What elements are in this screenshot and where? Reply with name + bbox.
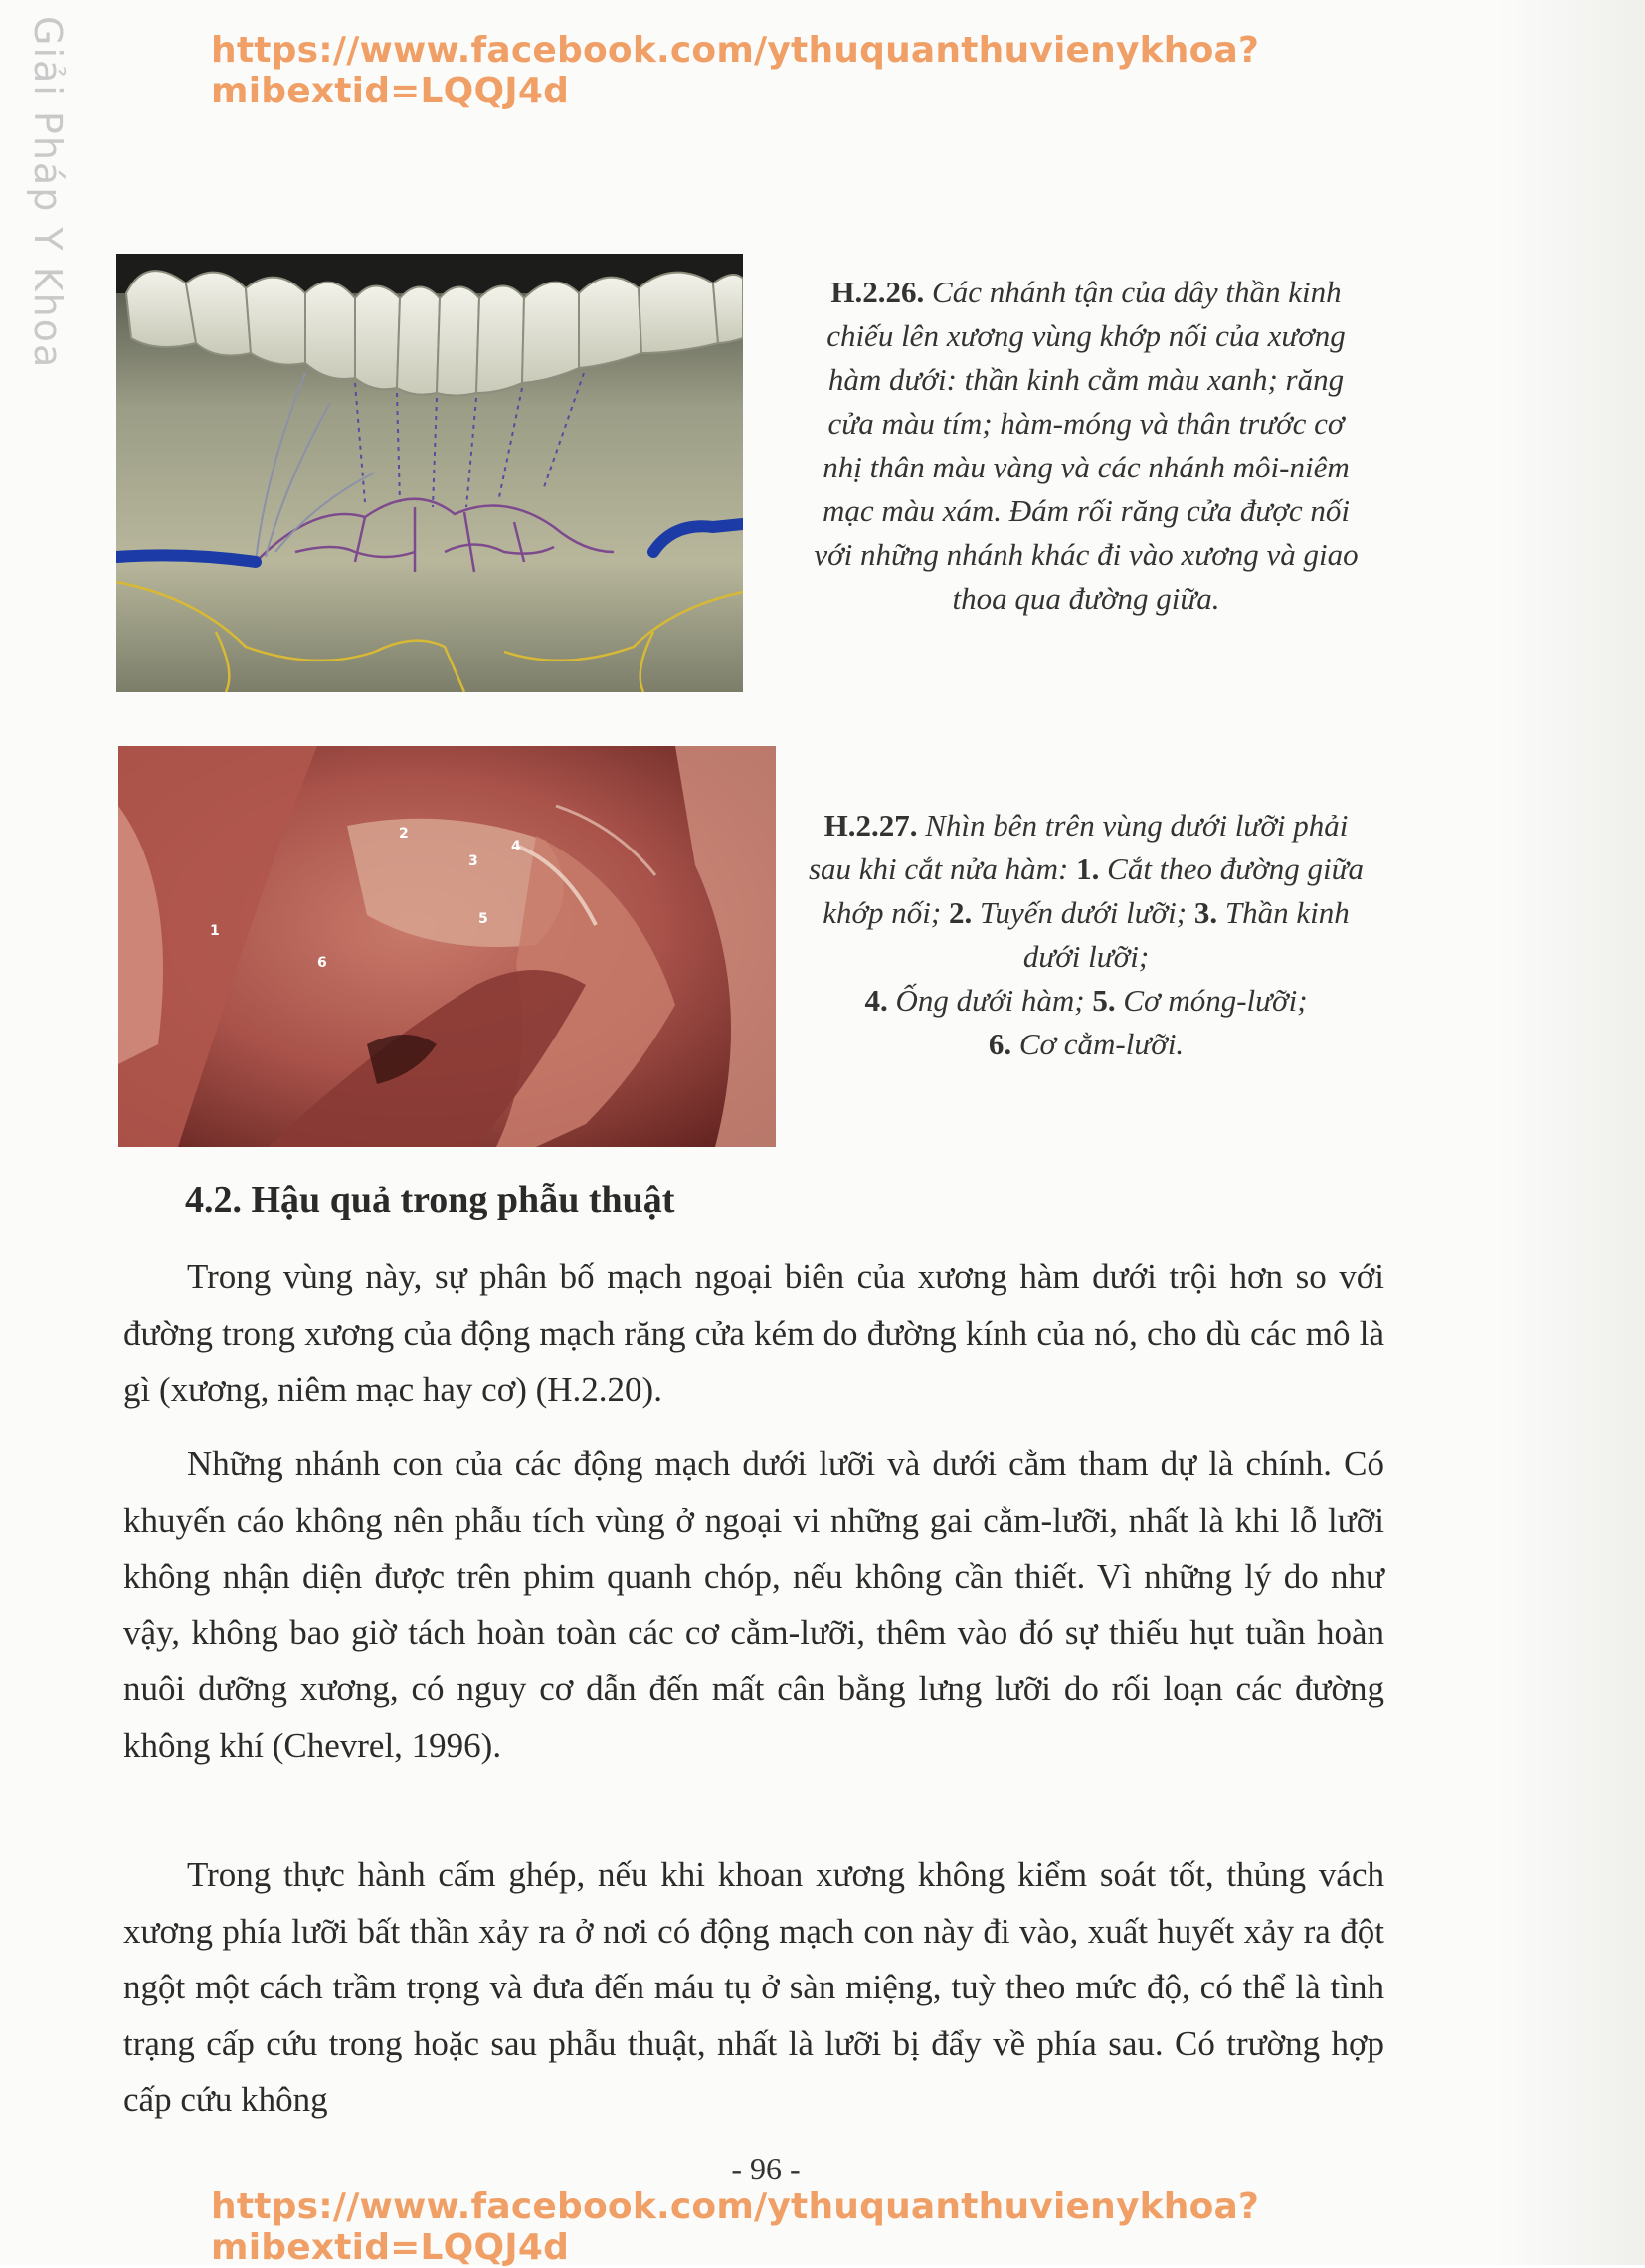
figure-caption-h226 bbox=[808, 271, 1365, 621]
figure-caption-text: Các nhánh tận của dây thần kinh chiếu lên xương vùng khớp nối của xương hàm dưới: thần kinh cằm màu xanh; răng cửa màu tím; hàm-móng và thân trước cơ nhị thân màu vàng và các nhánh môi-niêm mạc màu xám. Đám rối răng cửa được nối với những nhánh khác đi vào xương và giao thoa qua đường giữa. bbox=[814, 275, 1359, 616]
page-number: - 96 - bbox=[731, 2151, 801, 2186]
figure-label: H.2.26. bbox=[830, 275, 925, 309]
watermark-url-bottom: https://www.facebook.com/ythuquanthuvienykhoa?mibextid=LQQJ4d bbox=[211, 2186, 1260, 2268]
side-watermark: Giải Pháp Y Khoa bbox=[26, 16, 70, 370]
dissection-photo bbox=[118, 746, 776, 1147]
body-paragraph-2 bbox=[123, 1436, 1384, 1774]
figure-mandible-nerves bbox=[116, 254, 743, 692]
figure-label: H.2.27. bbox=[823, 808, 918, 843]
page-edge-shadow bbox=[1496, 0, 1645, 2265]
body-paragraph-3 bbox=[123, 1847, 1384, 2129]
caption-item-number: 3. bbox=[1193, 895, 1218, 930]
section-heading: 4.2. Hậu quả trong phẫu thuật bbox=[185, 1179, 675, 1221]
caption-part: Tuyến dưới lưỡi; bbox=[972, 895, 1194, 930]
caption-item-number: 4. bbox=[864, 983, 888, 1018]
caption-item-number: 5. bbox=[1092, 983, 1116, 1018]
caption-part: Cắt theo đường giữa khớp nối; bbox=[822, 851, 1365, 930]
watermark-url-top: https://www.facebook.com/ythuquanthuvienykhoa?mibextid=LQQJ4d bbox=[211, 30, 1260, 111]
mandible-illustration bbox=[116, 254, 743, 692]
caption-part: Cơ móng-lưỡi; bbox=[1115, 983, 1308, 1018]
figure-caption-h227 bbox=[808, 804, 1365, 1066]
caption-part: Thần kinh dưới lưỡi; bbox=[1022, 895, 1350, 974]
paragraph-text: Trong vùng này, sự phân bố mạch ngoại biên của xương hàm dưới trội hơn so với đường trong xương của động mạch răng cửa kém do đường kính của nó, cho dù các mô là gì (xương, niêm mạc hay cơ) (H.2.20). bbox=[123, 1257, 1384, 1409]
photo-marker-4: 4 bbox=[511, 839, 521, 854]
caption-item-number: 1. bbox=[1076, 851, 1100, 886]
photo-marker-2: 2 bbox=[399, 826, 409, 842]
caption-item-number: 2. bbox=[949, 895, 973, 930]
caption-part: Cơ cằm-lưỡi. bbox=[1011, 1027, 1185, 1061]
paragraph-text: Trong thực hành cấm ghép, nếu khi khoan xương không kiểm soát tốt, thủng vách xương phía lưỡi bất thần xảy ra ở nơi có động mạch con này đi vào, xuất huyết xảy ra đột ngột một cách trầm trọng và đưa đến máu tụ ở sàn miệng, tuỳ theo mức độ, có thể là tình trạng cấp cứu trong hoặc sau phẫu thuật, nhất là lưỡi bị đẩy về phía sau. Có trường hợp cấp cứu không bbox=[123, 1855, 1384, 2119]
photo-marker-1: 1 bbox=[210, 923, 220, 939]
caption-part: Ống dưới hàm; bbox=[887, 983, 1093, 1018]
caption-part: Nhìn bên trên vùng dưới lưỡi phải sau khi cắt nửa hàm: bbox=[808, 808, 1349, 886]
photo-marker-6: 6 bbox=[317, 955, 327, 971]
photo-marker-3: 3 bbox=[468, 853, 478, 869]
body-paragraph-1 bbox=[123, 1249, 1384, 1418]
figure-sublingual-dissection bbox=[118, 746, 776, 1147]
paragraph-text: Những nhánh con của các động mạch dưới lưỡi và dưới cằm tham dự là chính. Có khuyến cáo không nên phẫu tích vùng ở ngoại vi những gai cằm-lưỡi, nhất là khi lỗ lưỡi không nhận diện được trên phim quanh chóp, nếu không cần thiết. Vì những lý do như vậy, không bao giờ tách hoàn toàn các cơ cằm-lưỡi, thêm vào đó sự thiếu hụt tuần hoàn nuôi dưỡng xương, có nguy cơ dẫn đến mất cân bằng lưng lưỡi do rối loạn các đường không khí (Chevrel, 1996). bbox=[123, 1444, 1384, 1765]
caption-item-number: 6. bbox=[988, 1027, 1012, 1061]
photo-marker-5: 5 bbox=[478, 911, 488, 927]
